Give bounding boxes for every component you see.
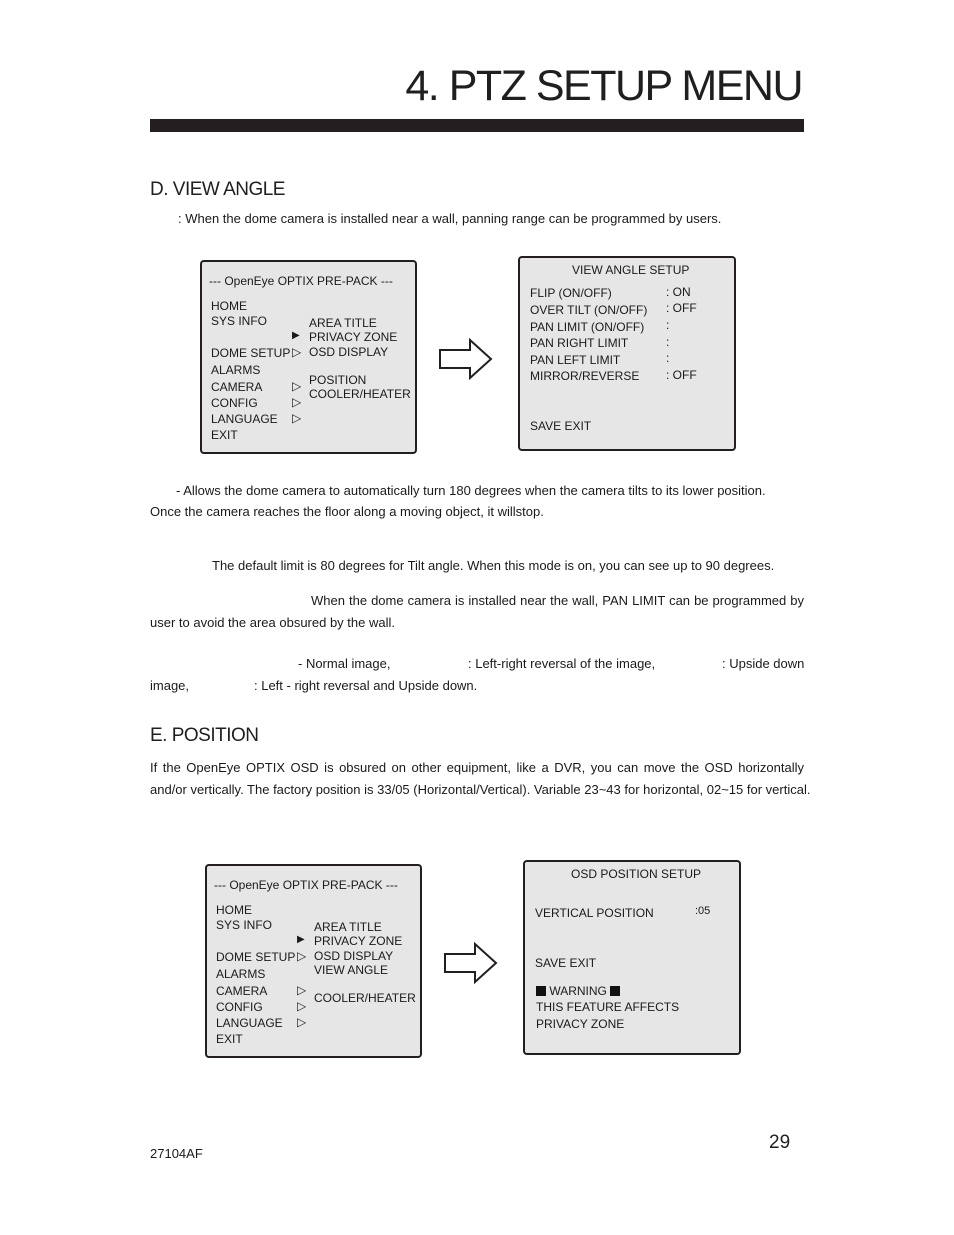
position-description: If the OpenEye OPTIX OSD is obsured on other equipment, like a DVR, you can move the OSD horizontally <box>150 760 804 775</box>
menu-title: --- OpenEye OPTIX PRE-PACK --- <box>209 274 393 288</box>
menu-item-config[interactable]: CONFIG <box>216 1000 263 1014</box>
menu-item-exit[interactable]: EXIT <box>216 1032 243 1046</box>
pan-limit-description-cont: user to avoid the area obsured by the wall. <box>150 615 395 630</box>
menu-item-dome-setup[interactable]: DOME SETUP <box>216 950 296 964</box>
submenu-area-title[interactable]: AREA TITLE <box>309 316 377 330</box>
main-menu-box-2 <box>205 864 422 1058</box>
triangle-icon: ▷ <box>297 999 307 1013</box>
menu-item-camera[interactable]: CAMERA <box>216 984 268 998</box>
osd-position-setup-box <box>523 860 741 1055</box>
mirror-description-reverse: : Upside down <box>722 656 805 671</box>
submenu-privacy-zone[interactable]: PRIVACY ZONE <box>314 934 403 948</box>
view-angle-intro: : When the dome camera is installed near a wall, panning range can be programmed by users. <box>178 211 722 226</box>
triangle-icon: ▷ <box>292 411 302 425</box>
mirror-description-image: image, <box>150 678 190 693</box>
selected-triangle-icon: ▶ <box>297 934 305 945</box>
right-arrow-icon <box>438 338 494 380</box>
triangle-icon: ▷ <box>292 395 302 409</box>
section-heading-view-angle: D. VIEW ANGLE <box>150 179 285 200</box>
menu-item-alarms[interactable]: ALARMS <box>216 967 266 981</box>
mirror-reverse-value[interactable]: : OFF <box>666 368 697 382</box>
main-menu-box-1 <box>200 260 417 454</box>
mirror-description-normal: - Normal image, <box>298 656 391 671</box>
osd-position-setup-title: OSD POSITION SETUP <box>571 867 702 881</box>
flip-value[interactable]: : ON <box>666 285 691 299</box>
warning-label: WARNING <box>549 984 607 998</box>
triangle-icon: ▷ <box>292 379 302 393</box>
menu-item-exit[interactable]: EXIT <box>211 428 238 442</box>
menu-item-sys-info[interactable]: SYS INFO <box>211 314 268 328</box>
menu-item-dome-setup[interactable]: DOME SETUP <box>211 346 291 360</box>
flip-description: - Allows the dome camera to automatically turn 180 degrees when the camera tilts to its lower position. <box>176 483 766 498</box>
page-title: 4. PTZ SETUP MENU <box>405 62 802 110</box>
submenu-osd-display[interactable]: OSD DISPLAY <box>314 949 394 963</box>
triangle-icon: ▷ <box>292 345 302 359</box>
submenu-position[interactable]: POSITION <box>309 373 367 387</box>
menu-item-language[interactable]: LANGUAGE <box>211 412 278 426</box>
pan-left-limit-label[interactable]: PAN LEFT LIMIT <box>530 353 621 367</box>
selected-triangle-icon: ▶ <box>292 330 300 341</box>
vertical-position-label[interactable]: VERTICAL POSITION <box>535 906 654 920</box>
warning-text-line1: THIS FEATURE AFFECTS <box>536 1000 680 1014</box>
warning-line <box>536 984 620 998</box>
right-arrow-icon <box>443 942 499 984</box>
menu-item-sys-info[interactable]: SYS INFO <box>216 918 273 932</box>
over-tilt-value[interactable]: : OFF <box>666 301 697 315</box>
menu-title: --- OpenEye OPTIX PRE-PACK --- <box>214 878 398 892</box>
pan-right-limit-label[interactable]: PAN RIGHT LIMIT <box>530 336 629 350</box>
pan-left-limit-value[interactable]: : <box>666 351 670 365</box>
triangle-icon: ▷ <box>297 983 307 997</box>
pan-limit-value[interactable]: : <box>666 318 670 332</box>
pan-right-limit-value[interactable]: : <box>666 335 670 349</box>
submenu-privacy-zone[interactable]: PRIVACY ZONE <box>309 330 398 344</box>
menu-item-home[interactable]: HOME <box>216 903 252 917</box>
menu-item-config[interactable]: CONFIG <box>211 396 258 410</box>
triangle-icon: ▷ <box>297 1015 307 1029</box>
position-description-cont: and/or vertically. The factory position is 33/05 (Horizontal/Vertical). Variable 23~43 for horizontal, 02~15 for vertical. <box>150 782 811 797</box>
over-tilt-description: The default limit is 80 degrees for Tilt angle. When this mode is on, you can see up to 90 degrees. <box>212 558 775 573</box>
submenu-cooler-heater[interactable]: COOLER/HEATER <box>314 991 416 1005</box>
menu-item-alarms[interactable]: ALARMS <box>211 363 261 377</box>
menu-item-home[interactable]: HOME <box>211 299 247 313</box>
menu-item-language[interactable]: LANGUAGE <box>216 1016 283 1030</box>
title-rule <box>150 119 804 132</box>
pan-limit-label[interactable]: PAN LIMIT (ON/OFF) <box>530 320 645 334</box>
save-exit-option[interactable]: SAVE EXIT <box>530 419 592 433</box>
over-tilt-label[interactable]: OVER TILT (ON/OFF) <box>530 303 648 317</box>
mirror-description-both: : Left - right reversal and Upside down. <box>254 678 478 693</box>
submenu-osd-display[interactable]: OSD DISPLAY <box>309 345 389 359</box>
section-heading-position: E. POSITION <box>150 725 259 746</box>
view-angle-setup-box <box>518 256 736 451</box>
submenu-area-title[interactable]: AREA TITLE <box>314 920 382 934</box>
submenu-cooler-heater[interactable]: COOLER/HEATER <box>309 387 411 401</box>
warning-square-icon <box>610 986 620 996</box>
submenu-view-angle[interactable]: VIEW ANGLE <box>314 963 389 977</box>
warning-square-icon <box>536 986 546 996</box>
mirror-description-mirror: : Left-right reversal of the image, <box>468 656 656 671</box>
menu-item-camera[interactable]: CAMERA <box>211 380 263 394</box>
mirror-reverse-label[interactable]: MIRROR/REVERSE <box>530 369 640 383</box>
view-angle-setup-title: VIEW ANGLE SETUP <box>572 263 690 277</box>
pan-limit-description: When the dome camera is installed near the wall, PAN LIMIT can be programmed by <box>311 593 804 608</box>
warning-text-line2: PRIVACY ZONE <box>536 1017 625 1031</box>
document-code: 27104AF <box>150 1146 203 1161</box>
flip-description-cont: Once the camera reaches the floor along a moving object, it willstop. <box>150 504 544 519</box>
vertical-position-value[interactable]: :05 <box>695 905 711 917</box>
page-number: 29 <box>769 1132 791 1153</box>
save-exit-option[interactable]: SAVE EXIT <box>535 956 597 970</box>
triangle-icon: ▷ <box>297 949 307 963</box>
flip-label[interactable]: FLIP (ON/OFF) <box>530 286 612 300</box>
